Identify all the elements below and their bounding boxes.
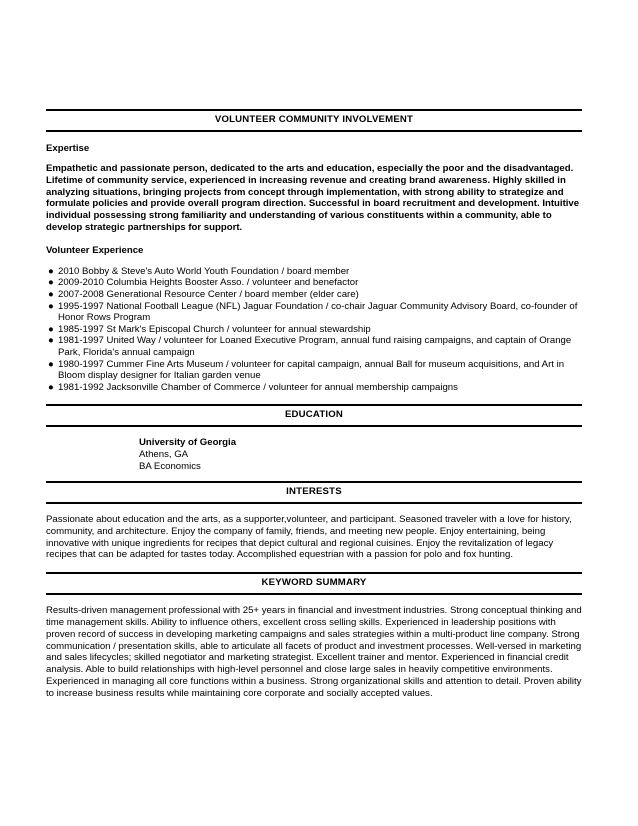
interests-section-header: INTERESTS xyxy=(46,481,582,504)
education-entry xyxy=(46,437,582,472)
volunteer-item-text: 1995-1997 National Football League (NFL) Jaguar Foundation / co-chair Jaguar Community Advisory Board, co-founder of Honor Rows Program xyxy=(58,300,578,324)
bullet-icon: ● xyxy=(48,300,54,312)
volunteer-section-header: VOLUNTEER COMMUNITY INVOLVEMENT xyxy=(46,109,582,132)
bullet-icon: ● xyxy=(48,335,54,347)
education-school: University of Georgia xyxy=(139,437,237,449)
list-item xyxy=(48,266,582,278)
bullet-icon: ● xyxy=(48,265,54,277)
volunteer-item-text: 2009-2010 Columbia Heights Booster Asso. / volunteer and benefactor xyxy=(58,277,359,289)
keyword-summary-text: Results-driven management professional with 25+ years in financial and investment industries. Strong conceptual thinking and time management skills. Ability to influence others, excellent cross selling skills. Experienced in leadership positions with proven record of success in developing marketing campaigns and sales strategies within a multi-product line company. Strong communication / presentation skills, able to articulate all facets of product and investment processes. Well-versed in marketing and sales lifecycles; skilled negotiator and marketing strategist. Excellent trainer and mentor. Experienced in financial credit analysis. Able to build relationships with high-level personnel and close large sales in heavily competitive environments. Experienced in managing all core functions within a business. Strong organizational skills and attention to detail. Proven ability to increase business results while maintaining core corporate and socially accepted values. xyxy=(46,605,582,699)
expertise-text: Empathetic and passionate person, dedicated to the arts and education, especially the poor and the disadvantaged. Lifetime of community service, experienced in increasing revenue and creating brand awareness. Highly skilled in analyzing situations, bringing projects from concept through implementation, with strong ability to strategize and formulate policies and provide overall program direction. Successful in board recruitment and development. Intuitive individual possessing strong familiarity and understanding of various constituents within a community, able to develop strategic partnerships for support. xyxy=(46,163,580,233)
volunteer-item-text: 2010 Bobby & Steve's Auto World Youth Foundation / board member xyxy=(58,265,350,277)
list-item xyxy=(48,301,582,324)
volunteer-experience-list xyxy=(46,266,582,394)
education-section-header: EDUCATION xyxy=(46,404,582,427)
resume-page xyxy=(46,109,582,700)
volunteer-item-text: 1980-1997 Cummer Fine Arts Museum / volunteer for capital campaign, annual Ball for museum acquisitions, and Art in Bloom display designer for Italian garden venue xyxy=(58,358,565,382)
bullet-icon: ● xyxy=(48,358,54,370)
education-location: Athens, GA xyxy=(139,448,189,460)
keyword-summary-section-header: KEYWORD SUMMARY xyxy=(46,572,582,595)
list-item xyxy=(48,277,582,289)
bullet-icon: ● xyxy=(48,288,54,300)
bullet-icon: ● xyxy=(48,277,54,289)
bullet-icon: ● xyxy=(48,323,54,335)
list-item xyxy=(48,324,582,336)
expertise-title: Expertise xyxy=(46,143,90,154)
interests-text: Passionate about education and the arts, as a supporter,volunteer, and participant. Seasoned traveler with a love for history, community, and architecture. Enjoy the company of family, friends, and meeting new people. Enjoy entertaining, being innovative with unique ingredients for recipes that depict cultural and regional cuisines. Enjoy the revitalization of legacy recipes that can be adapted for tastes today. Accomplished equestrian with a passion for polo and fox hunting. xyxy=(46,514,572,561)
volunteer-item-text: 1985-1997 St Mark's Episcopal Church / volunteer for annual stewardship xyxy=(58,323,371,335)
volunteer-item-text: 2007-2008 Generational Resource Center / board member (elder care) xyxy=(58,288,359,300)
bullet-icon: ● xyxy=(48,381,54,393)
list-item xyxy=(48,382,582,394)
education-degree: BA Economics xyxy=(139,460,201,472)
volunteer-experience-title: Volunteer Experience xyxy=(46,244,144,256)
list-item xyxy=(48,289,582,301)
volunteer-item-text: 1981-1992 Jacksonville Chamber of Commerce / volunteer for annual membership campaigns xyxy=(58,381,458,393)
list-item xyxy=(48,359,582,382)
volunteer-item-text: 1981-1997 United Way / volunteer for Loaned Executive Program, annual fund raising campaigns, and captain of Orange Park, Florida's annual campaign xyxy=(58,335,572,358)
list-item xyxy=(48,335,582,358)
